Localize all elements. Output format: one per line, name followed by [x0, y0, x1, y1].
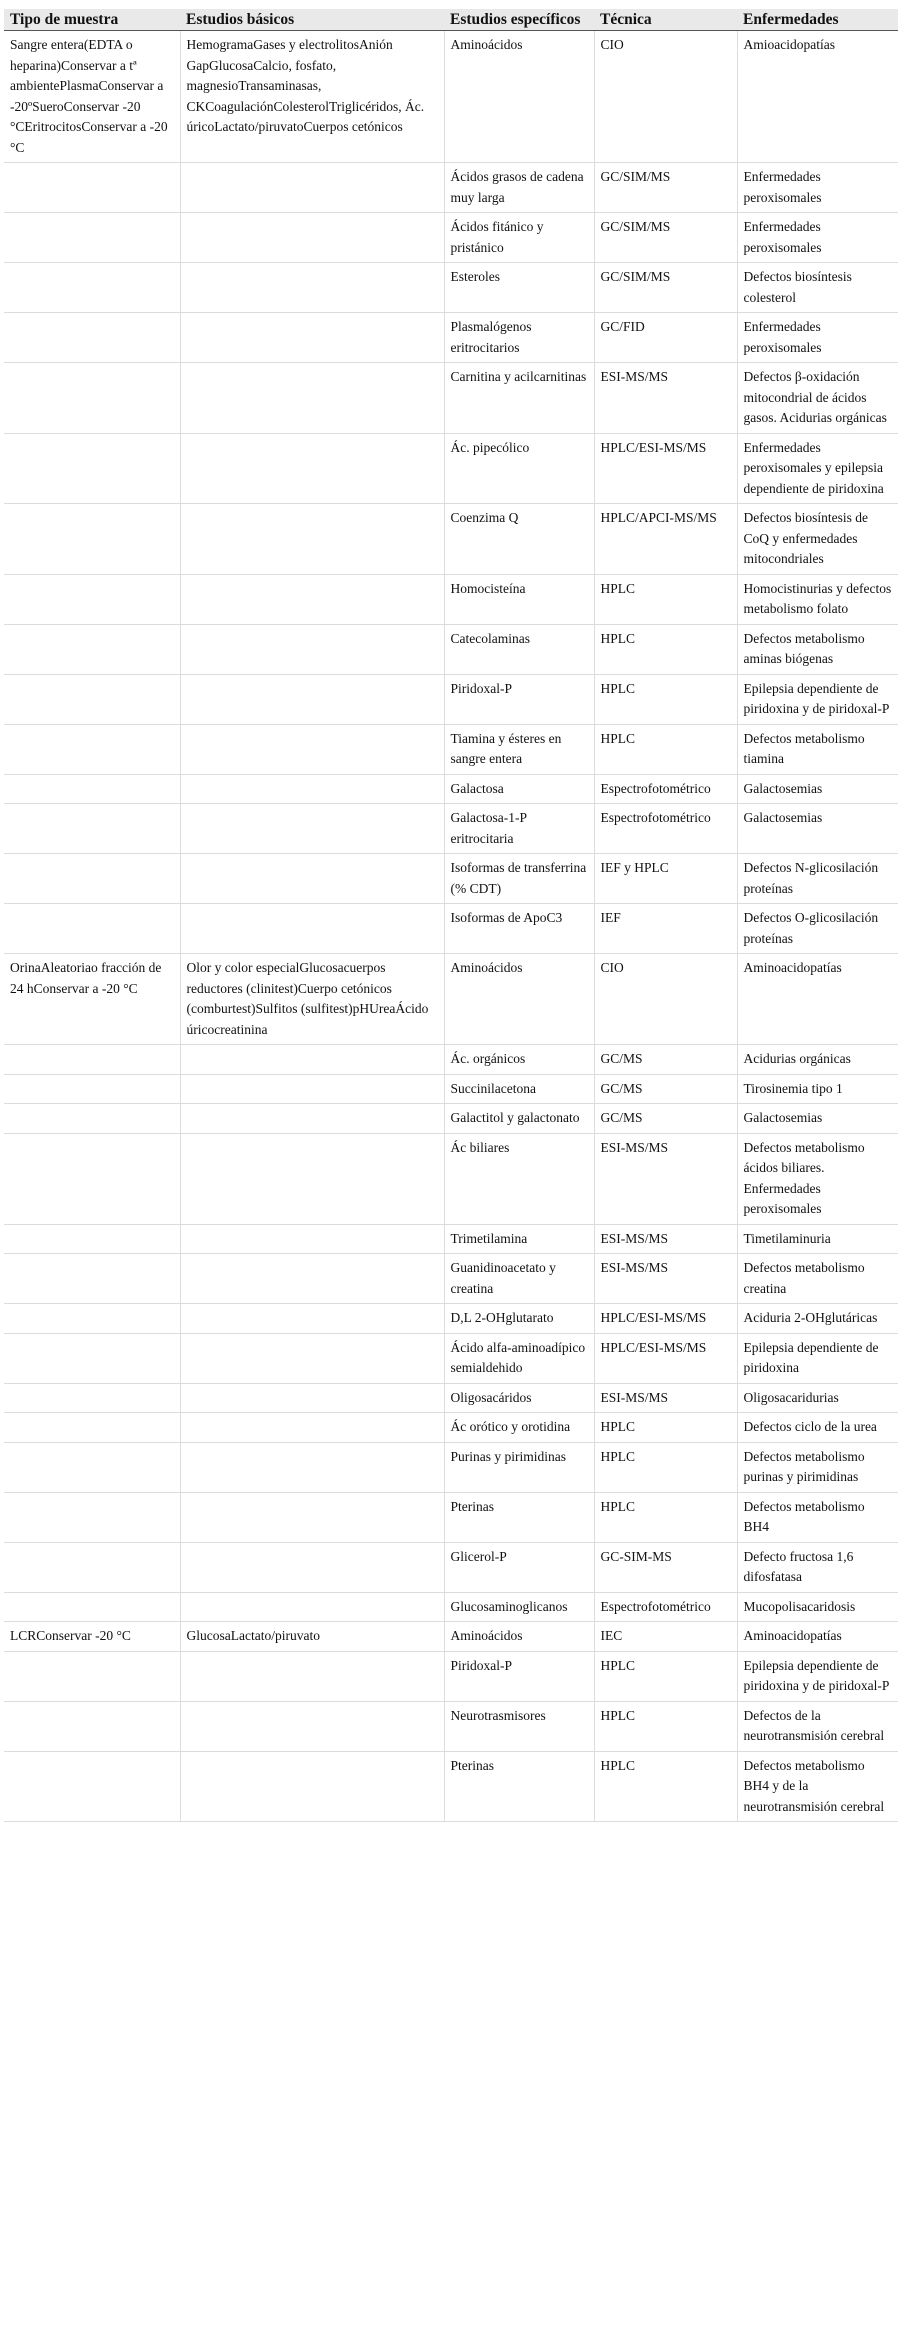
metabolic-studies-table [4, 9, 898, 1822]
cell-specific-study: Ácidos fitánico y pristánico [444, 213, 594, 263]
table-row [4, 1492, 898, 1542]
cell-technique: Espectrofotométrico [594, 804, 737, 854]
cell-basic-studies [180, 1333, 444, 1383]
cell-basic-studies [180, 774, 444, 804]
cell-technique: GC/MS [594, 1045, 737, 1075]
cell-disease: Epilepsia dependiente de piridoxina [737, 1333, 898, 1383]
cell-technique: GC/SIM/MS [594, 163, 737, 213]
cell-specific-study: Oligosacáridos [444, 1383, 594, 1413]
cell-disease: Epilepsia dependiente de piridoxina y de piridoxal-P [737, 1651, 898, 1701]
cell-basic-studies [180, 1651, 444, 1701]
cell-specific-study: Ác orótico y orotidina [444, 1413, 594, 1443]
cell-specific-study: Ácidos grasos de cadena muy larga [444, 163, 594, 213]
cell-basic-studies [180, 313, 444, 363]
table-body [4, 31, 898, 1822]
table-row [4, 854, 898, 904]
header-basic-studies: Estudios básicos [180, 9, 444, 31]
cell-technique: HPLC [594, 1442, 737, 1492]
cell-disease: Acidurias orgánicas [737, 1045, 898, 1075]
table-row [4, 1383, 898, 1413]
cell-specific-study: Galactitol y galactonato [444, 1104, 594, 1134]
cell-basic-studies [180, 263, 444, 313]
cell-technique: GC/SIM/MS [594, 263, 737, 313]
cell-technique: HPLC [594, 1492, 737, 1542]
cell-technique: GC/MS [594, 1104, 737, 1134]
cell-specific-study: D,L 2-OHglutarato [444, 1304, 594, 1334]
cell-sample-type [4, 1651, 180, 1701]
cell-disease: Enfermedades peroxisomales y epilepsia dependiente de piridoxina [737, 433, 898, 504]
cell-disease: Homocistinurias y defectos metabolismo folato [737, 574, 898, 624]
cell-specific-study: Plasmalógenos eritrocitarios [444, 313, 594, 363]
cell-sample-type [4, 1104, 180, 1134]
cell-technique: HPLC/ESI-MS/MS [594, 1304, 737, 1334]
table-row [4, 574, 898, 624]
header-row [4, 9, 898, 31]
table-row [4, 1542, 898, 1592]
table-row [4, 504, 898, 575]
table-row [4, 1333, 898, 1383]
cell-sample-type [4, 624, 180, 674]
cell-basic-studies [180, 574, 444, 624]
table-row [4, 1045, 898, 1075]
cell-disease: Timetilaminuria [737, 1224, 898, 1254]
cell-sample-type [4, 1133, 180, 1224]
cell-specific-study: Purinas y pirimidinas [444, 1442, 594, 1492]
cell-sample-type [4, 1383, 180, 1413]
cell-technique: HPLC [594, 1413, 737, 1443]
cell-technique: IEF [594, 904, 737, 954]
table-row [4, 1622, 898, 1652]
cell-sample-type [4, 1074, 180, 1104]
cell-basic-studies [180, 433, 444, 504]
cell-basic-studies [180, 624, 444, 674]
cell-basic-studies [180, 163, 444, 213]
cell-basic-studies [180, 1542, 444, 1592]
cell-technique: HPLC [594, 624, 737, 674]
table-row [4, 433, 898, 504]
cell-disease: Defecto fructosa 1,6 difosfatasa [737, 1542, 898, 1592]
cell-disease: Oligosacaridurias [737, 1383, 898, 1413]
cell-specific-study: Isoformas de ApoC3 [444, 904, 594, 954]
table-row [4, 724, 898, 774]
cell-specific-study: Trimetilamina [444, 1224, 594, 1254]
cell-disease: Galactosemias [737, 1104, 898, 1134]
header-diseases: Enfermedades [737, 9, 898, 31]
cell-specific-study: Galactosa [444, 774, 594, 804]
table-header [4, 9, 898, 31]
cell-sample-type: OrinaAleatoriao fracción de 24 hConservar a -20 °C [4, 954, 180, 1045]
cell-technique: CIO [594, 31, 737, 163]
cell-specific-study: Glucosaminoglicanos [444, 1592, 594, 1622]
cell-basic-studies [180, 213, 444, 263]
cell-disease: Enfermedades peroxisomales [737, 163, 898, 213]
cell-sample-type [4, 213, 180, 263]
cell-basic-studies [180, 1413, 444, 1443]
cell-basic-studies: GlucosaLactato/piruvato [180, 1622, 444, 1652]
table-row [4, 163, 898, 213]
cell-technique: ESI-MS/MS [594, 1224, 737, 1254]
cell-sample-type [4, 904, 180, 954]
cell-sample-type [4, 1045, 180, 1075]
cell-specific-study: Catecolaminas [444, 624, 594, 674]
cell-basic-studies [180, 1751, 444, 1822]
cell-basic-studies: Olor y color especialGlucosacuerpos reductores (clinitest)Cuerpo cetónicos (comburtest)Sulfitos (sulfitest)pHUreaÁcido úricocreatinina [180, 954, 444, 1045]
cell-disease: Tirosinemia tipo 1 [737, 1074, 898, 1104]
cell-specific-study: Carnitina y acilcarnitinas [444, 363, 594, 434]
table-row [4, 1442, 898, 1492]
cell-disease: Defectos metabolismo creatina [737, 1254, 898, 1304]
table-row [4, 1592, 898, 1622]
cell-disease: Enfermedades peroxisomales [737, 213, 898, 263]
header-technique: Técnica [594, 9, 737, 31]
cell-specific-study: Coenzima Q [444, 504, 594, 575]
cell-basic-studies [180, 1492, 444, 1542]
cell-basic-studies: HemogramaGases y electrolitosAnión GapGlucosaCalcio, fosfato, magnesioTransaminasas, CKCoagulaciónColesterolTriglicéridos, Ác. úricoLactato/piruvatoCuerpos cetónicos [180, 31, 444, 163]
table-row [4, 1701, 898, 1751]
table-row [4, 774, 898, 804]
table-row [4, 1413, 898, 1443]
header-specific-studies: Estudios específicos [444, 9, 594, 31]
cell-technique: IEC [594, 1622, 737, 1652]
cell-technique: GC-SIM-MS [594, 1542, 737, 1592]
cell-basic-studies [180, 1701, 444, 1751]
cell-sample-type [4, 1701, 180, 1751]
cell-disease: Defectos N-glicosilación proteínas [737, 854, 898, 904]
cell-basic-studies [180, 1045, 444, 1075]
cell-specific-study: Homocisteína [444, 574, 594, 624]
cell-technique: HPLC [594, 724, 737, 774]
cell-sample-type [4, 1333, 180, 1383]
cell-specific-study: Isoformas de transferrina (% CDT) [444, 854, 594, 904]
table-row [4, 1651, 898, 1701]
cell-disease: Aciduria 2-OHglutáricas [737, 1304, 898, 1334]
cell-technique: HPLC/APCI-MS/MS [594, 504, 737, 575]
cell-disease: Galactosemias [737, 774, 898, 804]
cell-sample-type [4, 774, 180, 804]
table-row [4, 1304, 898, 1334]
cell-technique: ESI-MS/MS [594, 363, 737, 434]
cell-sample-type [4, 263, 180, 313]
cell-sample-type [4, 724, 180, 774]
cell-specific-study: Aminoácidos [444, 31, 594, 163]
cell-sample-type [4, 363, 180, 434]
cell-basic-studies [180, 674, 444, 724]
cell-basic-studies [180, 904, 444, 954]
table-row [4, 1224, 898, 1254]
cell-specific-study: Aminoácidos [444, 1622, 594, 1652]
cell-basic-studies [180, 1074, 444, 1104]
table-row [4, 1104, 898, 1134]
cell-basic-studies [180, 854, 444, 904]
cell-basic-studies [180, 504, 444, 575]
cell-specific-study: Piridoxal-P [444, 1651, 594, 1701]
cell-technique: GC/MS [594, 1074, 737, 1104]
cell-technique: CIO [594, 954, 737, 1045]
cell-disease: Defectos ciclo de la urea [737, 1413, 898, 1443]
cell-sample-type [4, 1254, 180, 1304]
cell-sample-type [4, 804, 180, 854]
cell-technique: ESI-MS/MS [594, 1254, 737, 1304]
cell-sample-type [4, 1304, 180, 1334]
cell-technique: HPLC [594, 674, 737, 724]
cell-disease: Defectos metabolismo purinas y pirimidinas [737, 1442, 898, 1492]
cell-disease: Galactosemias [737, 804, 898, 854]
cell-sample-type [4, 1592, 180, 1622]
cell-disease: Defectos metabolismo BH4 [737, 1492, 898, 1542]
cell-basic-studies [180, 724, 444, 774]
cell-technique: GC/SIM/MS [594, 213, 737, 263]
cell-disease: Defectos β-oxidación mitocondrial de ácidos gasos. Acidurias orgánicas [737, 363, 898, 434]
table-row [4, 624, 898, 674]
cell-sample-type [4, 313, 180, 363]
cell-sample-type [4, 163, 180, 213]
cell-basic-studies [180, 1224, 444, 1254]
cell-disease: Epilepsia dependiente de piridoxina y de piridoxal-P [737, 674, 898, 724]
cell-disease: Defectos biosíntesis de CoQ y enfermedades mitocondriales [737, 504, 898, 575]
cell-basic-studies [180, 1592, 444, 1622]
cell-technique: HPLC [594, 1651, 737, 1701]
table-row [4, 31, 898, 163]
table-row [4, 313, 898, 363]
cell-disease: Aminoacidopatías [737, 954, 898, 1045]
cell-disease: Enfermedades peroxisomales [737, 313, 898, 363]
cell-sample-type: Sangre entera(EDTA o heparina)Conservar a tª ambientePlasmaConservar a -20ºSueroConservar -20 °CEritrocitosConservar a -20 °C [4, 31, 180, 163]
cell-specific-study: Ác biliares [444, 1133, 594, 1224]
cell-technique: HPLC/ESI-MS/MS [594, 1333, 737, 1383]
cell-specific-study: Esteroles [444, 263, 594, 313]
cell-basic-studies [180, 1442, 444, 1492]
cell-disease: Mucopolisacaridosis [737, 1592, 898, 1622]
cell-disease: Defectos de la neurotransmisión cerebral [737, 1701, 898, 1751]
cell-sample-type [4, 1751, 180, 1822]
cell-sample-type [4, 1442, 180, 1492]
cell-sample-type [4, 574, 180, 624]
cell-technique: HPLC [594, 1701, 737, 1751]
table-row [4, 1133, 898, 1224]
cell-basic-studies [180, 1104, 444, 1134]
cell-basic-studies [180, 363, 444, 434]
cell-technique: HPLC [594, 574, 737, 624]
cell-basic-studies [180, 1383, 444, 1413]
cell-sample-type [4, 674, 180, 724]
table-row [4, 804, 898, 854]
table-row [4, 213, 898, 263]
cell-specific-study: Tiamina y ésteres en sangre entera [444, 724, 594, 774]
cell-technique: ESI-MS/MS [594, 1133, 737, 1224]
header-sample-type: Tipo de muestra [4, 9, 180, 31]
table-row [4, 1254, 898, 1304]
cell-sample-type [4, 1413, 180, 1443]
cell-specific-study: Pterinas [444, 1492, 594, 1542]
cell-technique: GC/FID [594, 313, 737, 363]
table-row [4, 1074, 898, 1104]
cell-specific-study: Succinilacetona [444, 1074, 594, 1104]
cell-specific-study: Aminoácidos [444, 954, 594, 1045]
cell-specific-study: Neurotrasmisores [444, 1701, 594, 1751]
cell-specific-study: Guanidinoacetato y creatina [444, 1254, 594, 1304]
cell-technique: HPLC [594, 1751, 737, 1822]
cell-disease: Defectos metabolismo tiamina [737, 724, 898, 774]
cell-specific-study: Ácido alfa-aminoadípico semialdehido [444, 1333, 594, 1383]
cell-disease: Defectos metabolismo BH4 y de la neurotransmisión cerebral [737, 1751, 898, 1822]
cell-basic-studies [180, 804, 444, 854]
cell-disease: Amioacidopatías [737, 31, 898, 163]
table-row [4, 1751, 898, 1822]
cell-disease: Defectos biosíntesis colesterol [737, 263, 898, 313]
cell-sample-type [4, 504, 180, 575]
table-row [4, 954, 898, 1045]
cell-disease: Defectos metabolismo aminas biógenas [737, 624, 898, 674]
cell-basic-studies [180, 1133, 444, 1224]
table-row [4, 263, 898, 313]
table-row [4, 674, 898, 724]
cell-sample-type [4, 1224, 180, 1254]
cell-disease: Aminoacidopatías [737, 1622, 898, 1652]
cell-disease: Defectos metabolismo ácidos biliares. Enfermedades peroxisomales [737, 1133, 898, 1224]
cell-specific-study: Piridoxal-P [444, 674, 594, 724]
cell-basic-studies [180, 1304, 444, 1334]
cell-specific-study: Galactosa-1-P eritrocitaria [444, 804, 594, 854]
table-row [4, 904, 898, 954]
cell-technique: Espectrofotométrico [594, 774, 737, 804]
cell-sample-type [4, 1492, 180, 1542]
cell-specific-study: Pterinas [444, 1751, 594, 1822]
cell-technique: ESI-MS/MS [594, 1383, 737, 1413]
cell-sample-type [4, 433, 180, 504]
cell-technique: HPLC/ESI-MS/MS [594, 433, 737, 504]
cell-basic-studies [180, 1254, 444, 1304]
cell-specific-study: Ác. pipecólico [444, 433, 594, 504]
table-row [4, 363, 898, 434]
cell-specific-study: Ác. orgánicos [444, 1045, 594, 1075]
cell-sample-type: LCRConservar -20 °C [4, 1622, 180, 1652]
cell-sample-type [4, 1542, 180, 1592]
cell-technique: IEF y HPLC [594, 854, 737, 904]
cell-specific-study: Glicerol-P [444, 1542, 594, 1592]
cell-sample-type [4, 854, 180, 904]
cell-disease: Defectos O-glicosilación proteínas [737, 904, 898, 954]
cell-technique: Espectrofotométrico [594, 1592, 737, 1622]
